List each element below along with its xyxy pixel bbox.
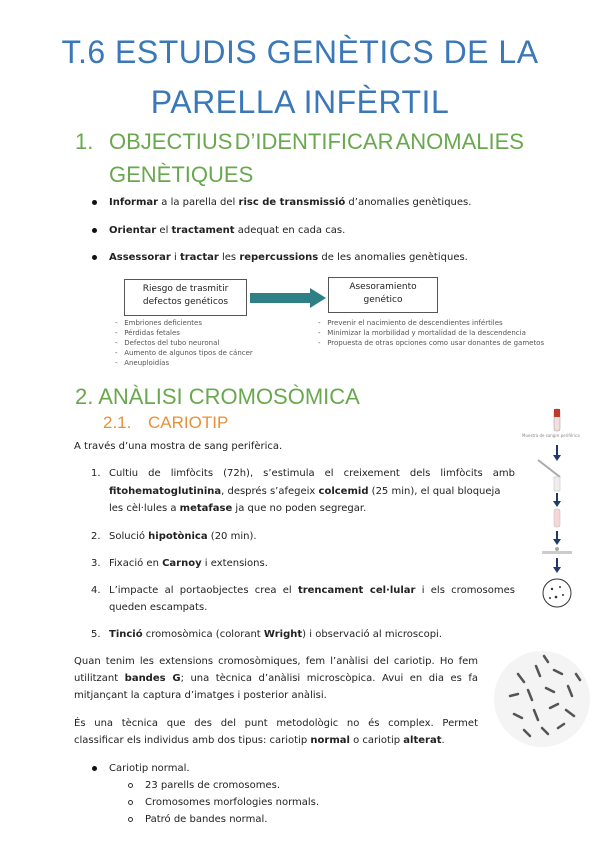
intro-text: A través d’una mostra de sang perifèrica. (74, 441, 283, 452)
document-title-line1: T.6 ESTUDIS GENÈTICS DE LA (61, 34, 539, 70)
karyotype-sub-3: Patró de bandes normal. (145, 814, 268, 825)
document-title-line2: PARELLA INFÈRTIL (150, 84, 450, 120)
sample-label: Muestra de sangre periférica (522, 433, 580, 438)
bullet-dot (92, 200, 97, 205)
section1-heading-word1: OBJECTIUS (109, 129, 233, 154)
circle-bullet (128, 783, 133, 788)
para2-line1: És una tècnica que des del punt metodològic no és complex. Permet (74, 718, 478, 729)
karyotype-sub-1: 23 parells de cromosomes. (145, 780, 281, 791)
step-number-1: 1. (91, 468, 101, 479)
karyotype-sub-2: Cromosomes morfologies normals. (145, 797, 320, 808)
subsection-title: CARIOTIP (148, 413, 229, 432)
diagram-box-risk: Riesgo de trasmitir defectos genéticos (124, 279, 247, 316)
step-number-3: 3. (91, 558, 101, 569)
diagram-right-list: - Prevenir el nacimiento de descendientes infértiles - Minimizar la morbilidad y mortalidad de la descendencia - Propuesta de otras opciones como usar donantes de gametos (318, 319, 545, 347)
step-number-2: 2. (91, 531, 101, 542)
objective-item-2: Orientar el tractament adequat en cada cas. (109, 225, 346, 236)
karyotype-procedure-illustration (520, 405, 600, 615)
chromosome-spread-image (488, 644, 596, 754)
step-4-line1: L’impacte al portaobjectes crea el trencament cel·lular i els cromosomes (109, 585, 515, 596)
circle-bullet (128, 800, 133, 805)
objective-item-3: Assessorar i tractar les repercussions de les anomalies genètiques. (109, 252, 468, 263)
para1-line3: mitjançant la captura d’imatges i posterior anàlisi. (74, 690, 327, 701)
bullet-dot (92, 228, 97, 233)
step-1-line1: Cultiu de limfòcits (72h), s’estimula el creixement dels limfòcits amb (109, 468, 515, 479)
step-number-4: 4. (91, 585, 101, 596)
section1-heading-word2: D’IDENTIFICAR (234, 129, 394, 154)
section1-heading-line2: GENÈTIQUES (109, 162, 254, 187)
step-number-5: 5. (91, 629, 101, 640)
section1-heading (109, 127, 524, 157)
arrow-right-icon (248, 287, 328, 309)
step-3: Fixació en Carnoy i extensions. (109, 558, 268, 569)
section1-number: 1. (75, 129, 94, 154)
karyotype-normal-item: Cariotip normal. (109, 763, 190, 774)
diagram-box-counseling: Asesoramiento genético (328, 277, 438, 313)
objective-item-1: Informar a la parella del risc de transmissió d’anomalies genètiques. (109, 197, 472, 208)
step-5: Tinció cromosòmica (colorant Wright) i observació al microscopi. (109, 629, 443, 640)
para1-line2: utilitzant bandes G; una tècnica d’anàlisi microscòpica. Avui en dia es fa (74, 673, 478, 684)
step-1-line2: fitohematoglutinina, després s’afegeix colcemid (25 min), el qual bloqueja (109, 486, 501, 497)
para2-line2: classificar els individus amb dos tipus: cariotip normal o cariotip alterat. (74, 735, 445, 746)
step-2: Solució hipotònica (20 min). (109, 531, 257, 542)
bullet-dot (92, 766, 97, 771)
subsection-number: 2.1. (103, 413, 132, 432)
section2-heading: 2. ANÀLISI CROMOSÒMICA (75, 384, 360, 409)
bullet-dot (92, 255, 97, 260)
section1-heading-word3: ANOMALIES (395, 129, 524, 154)
step-4-line2: queden escampats. (109, 602, 208, 613)
para1-line1: Quan tenim les extensions cromosòmiques, fem l’anàlisi del cariotip. Ho fem (74, 656, 478, 667)
step-1-line3: les cèl·lules a metafase ja que no poden segregar. (109, 503, 367, 514)
circle-bullet (128, 817, 133, 822)
diagram-left-list: - Embriones deficientes - Pérdidas fetales - Defectos del tubo neuronal - Aumento de algunos tipos de cáncer - Aneuploidías (115, 319, 253, 367)
